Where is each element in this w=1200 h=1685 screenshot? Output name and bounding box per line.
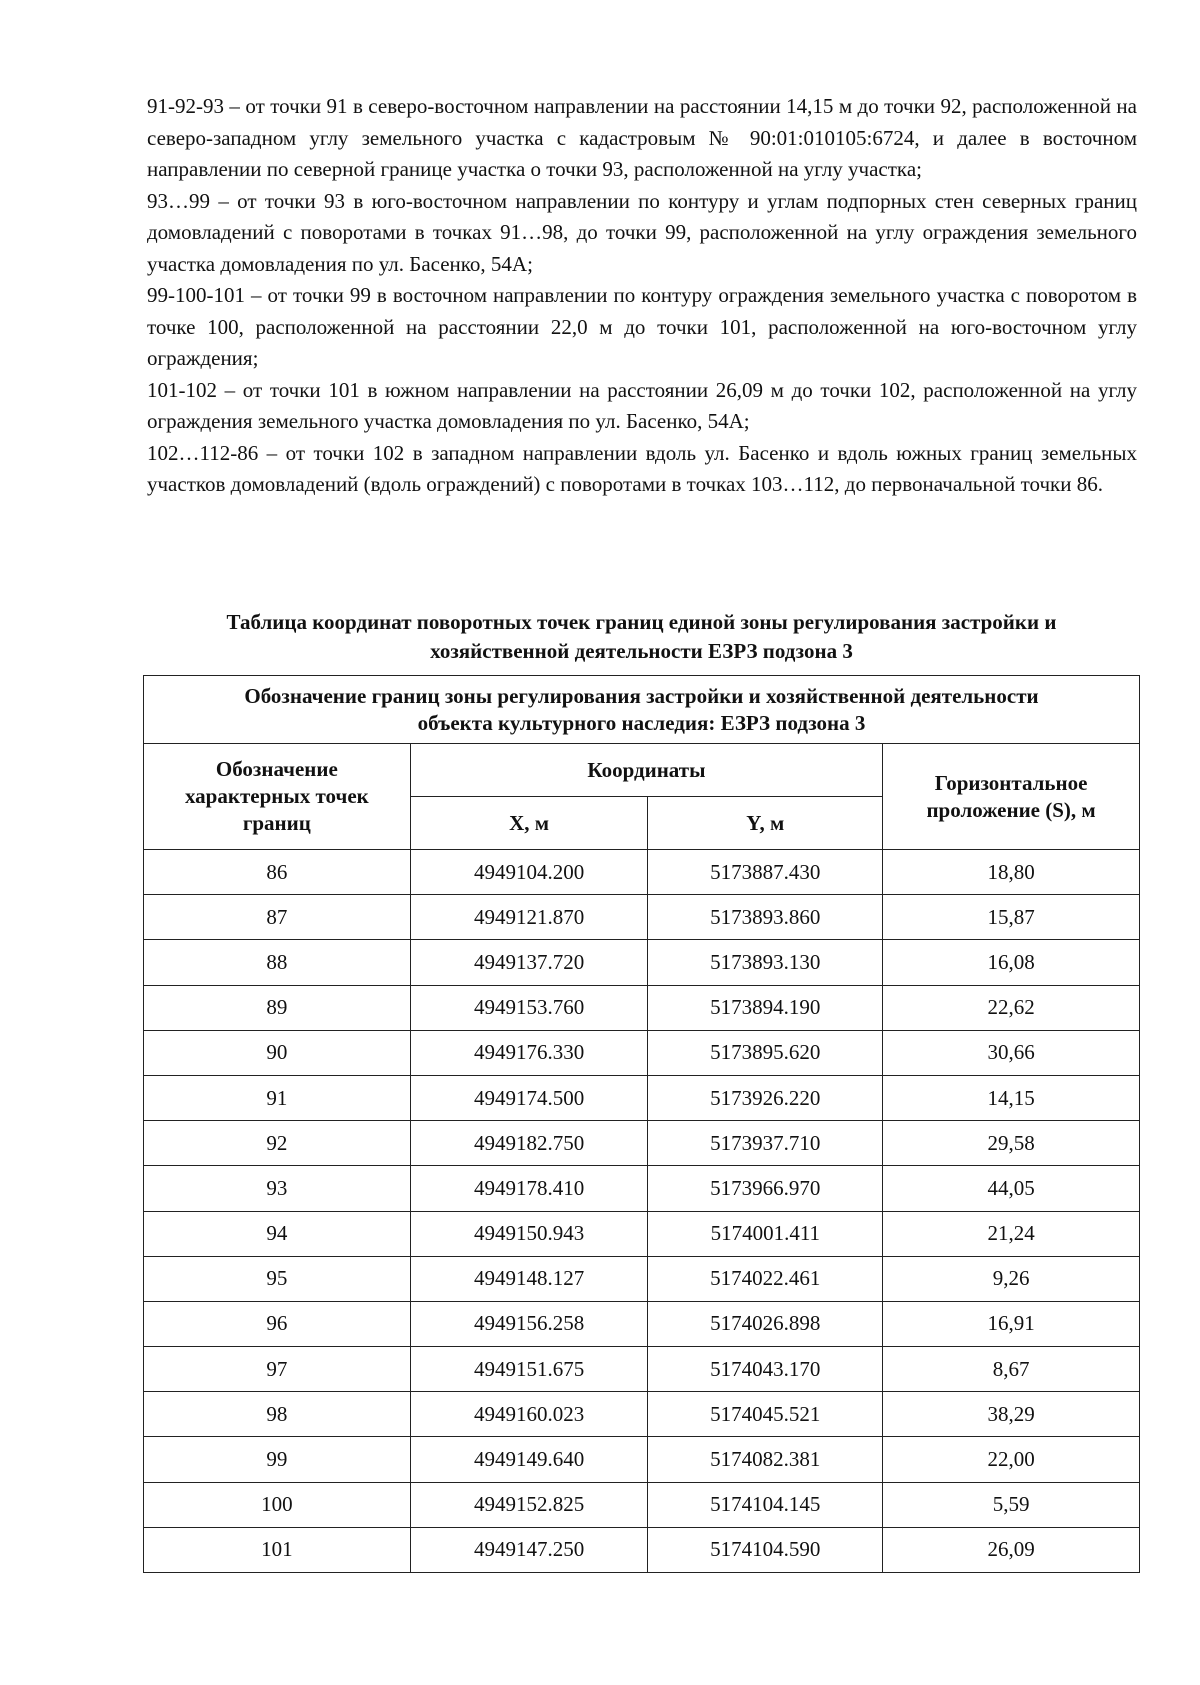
x-cell: 4949153.760 [410,985,648,1030]
header-text: характерных точек [184,784,369,808]
table-row [144,1347,1140,1392]
paragraph: 93…99 – от точки 93 в юго-восточном направлении по контуру и углам подпорных стен северных границ домовладений с поворотами в точках 91…98, до точки 99, расположенной на углу ограждения земельного участка домовладения по ул. Басенко, 54А; [147,188,1137,276]
distance-cell: 18,80 [883,850,1140,895]
y-cell: 5173887.430 [648,850,883,895]
x-cell: 4949152.825 [410,1482,648,1527]
distance-cell: 22,00 [883,1437,1140,1482]
distance-cell: 8,67 [883,1347,1140,1392]
x-cell: 4949147.250 [410,1527,648,1572]
paragraph: 101-102 – от точки 101 в южном направлении на расстоянии 26,09 м до точки 102, расположенной на углу ограждения земельного участка домовладения по ул. Басенко, 54А; [147,377,1137,433]
paragraph: 91-92-93 – от точки 91 в северо-восточном направлении на расстоянии 14,15 м до точки 92, расположенной на северо-западном углу земельного участка с кадастровым № 90:01:010105:6724, и далее в восточном направлении по северной границе участка о точки 93, расположенной на углу участка; [147,94,1137,181]
table-row [144,1166,1140,1211]
header-coordinates: Координаты [410,744,882,797]
table-caption [144,676,1140,744]
x-cell: 4949156.258 [410,1301,648,1346]
header-y: Y, м [648,797,883,850]
table-row [144,1256,1140,1301]
x-cell: 4949137.720 [410,940,648,985]
table-row [144,1075,1140,1120]
point-cell: 101 [144,1527,411,1572]
x-cell: 4949151.675 [410,1347,648,1392]
table-title-line: хозяйственной деятельности ЕЗРЗ подзона 3 [430,639,853,663]
point-cell: 100 [144,1482,411,1527]
header-text: проложение (S), м [926,797,1096,822]
table-row [144,1527,1140,1572]
y-cell: 5174022.461 [648,1256,883,1301]
x-cell: 4949121.870 [410,895,648,940]
point-cell: 90 [144,1030,411,1075]
point-cell: 99 [144,1437,411,1482]
y-cell: 5173966.970 [648,1166,883,1211]
distance-cell: 44,05 [883,1166,1140,1211]
header-text: Горизонтальное [934,770,1088,795]
point-cell: 96 [144,1301,411,1346]
header-text: Обозначение [215,757,338,781]
header-distance [883,744,1140,850]
table-title-line: Таблица координат поворотных точек границ единой зоны регулирования застройки и [226,610,1057,634]
point-cell: 89 [144,985,411,1030]
point-cell: 91 [144,1075,411,1120]
table-row [144,1121,1140,1166]
y-cell: 5173926.220 [648,1075,883,1120]
distance-cell: 26,09 [883,1527,1140,1572]
distance-cell: 22,62 [883,985,1140,1030]
table-row [144,1392,1140,1437]
point-cell: 87 [144,895,411,940]
table-row [144,1030,1140,1075]
table-row [144,850,1140,895]
distance-cell: 38,29 [883,1392,1140,1437]
x-cell: 4949174.500 [410,1075,648,1120]
y-cell: 5174045.521 [648,1392,883,1437]
x-cell: 4949149.640 [410,1437,648,1482]
distance-cell: 9,26 [883,1256,1140,1301]
paragraph: 99-100-101 – от точки 99 в восточном направлении по контуру ограждения земельного участка с поворотом в точке 100, расположенной на расстоянии 22,0 м до точки 101, расположенной на юго-восточном углу ограждения; [147,283,1137,370]
table-row [144,985,1140,1030]
y-cell: 5174082.381 [648,1437,883,1482]
point-cell: 97 [144,1347,411,1392]
distance-cell: 29,58 [883,1121,1140,1166]
y-cell: 5173895.620 [648,1030,883,1075]
y-cell: 5174104.145 [648,1482,883,1527]
x-cell: 4949148.127 [410,1256,648,1301]
table-title [143,608,1140,666]
point-cell: 94 [144,1211,411,1256]
x-cell: 4949150.943 [410,1211,648,1256]
caption-line: Обозначение границ зоны регулирования застройки и хозяйственной деятельности [244,683,1039,708]
y-cell: 5174043.170 [648,1347,883,1392]
distance-cell: 16,08 [883,940,1140,985]
point-cell: 88 [144,940,411,985]
y-cell: 5174026.898 [648,1301,883,1346]
table-row [144,895,1140,940]
point-cell: 93 [144,1166,411,1211]
x-cell: 4949176.330 [410,1030,648,1075]
x-cell: 4949160.023 [410,1392,648,1437]
y-cell: 5173937.710 [648,1121,883,1166]
distance-cell: 16,91 [883,1301,1140,1346]
point-cell: 86 [144,850,411,895]
table-row [144,1301,1140,1346]
y-cell: 5173894.190 [648,985,883,1030]
x-cell: 4949178.410 [410,1166,648,1211]
header-text: границ [242,811,311,835]
distance-cell: 21,24 [883,1211,1140,1256]
header-x: X, м [410,797,648,850]
table-row [144,940,1140,985]
table-row [144,1437,1140,1482]
point-cell: 95 [144,1256,411,1301]
caption-line: объекта культурного наследия: ЕЗРЗ подзона 3 [417,710,866,735]
point-cell: 98 [144,1392,411,1437]
distance-cell: 14,15 [883,1075,1140,1120]
point-cell: 92 [144,1121,411,1166]
table-row [144,1482,1140,1527]
table-row [144,1211,1140,1256]
x-cell: 4949182.750 [410,1121,648,1166]
coordinates-table [143,675,1140,1573]
distance-cell: 15,87 [883,895,1140,940]
y-cell: 5173893.860 [648,895,883,940]
header-point [144,744,411,850]
distance-cell: 5,59 [883,1482,1140,1527]
y-cell: 5173893.130 [648,940,883,985]
y-cell: 5174001.411 [648,1211,883,1256]
paragraph: 102…112-86 – от точки 102 в западном направлении вдоль ул. Басенко и вдоль южных границ земельных участков домовладений (вдоль ограждений) с поворотами в точках 103…112, до первоначальной точки 86. [147,440,1137,496]
x-cell: 4949104.200 [410,850,648,895]
boundary-description [147,91,1137,501]
y-cell: 5174104.590 [648,1527,883,1572]
distance-cell: 30,66 [883,1030,1140,1075]
